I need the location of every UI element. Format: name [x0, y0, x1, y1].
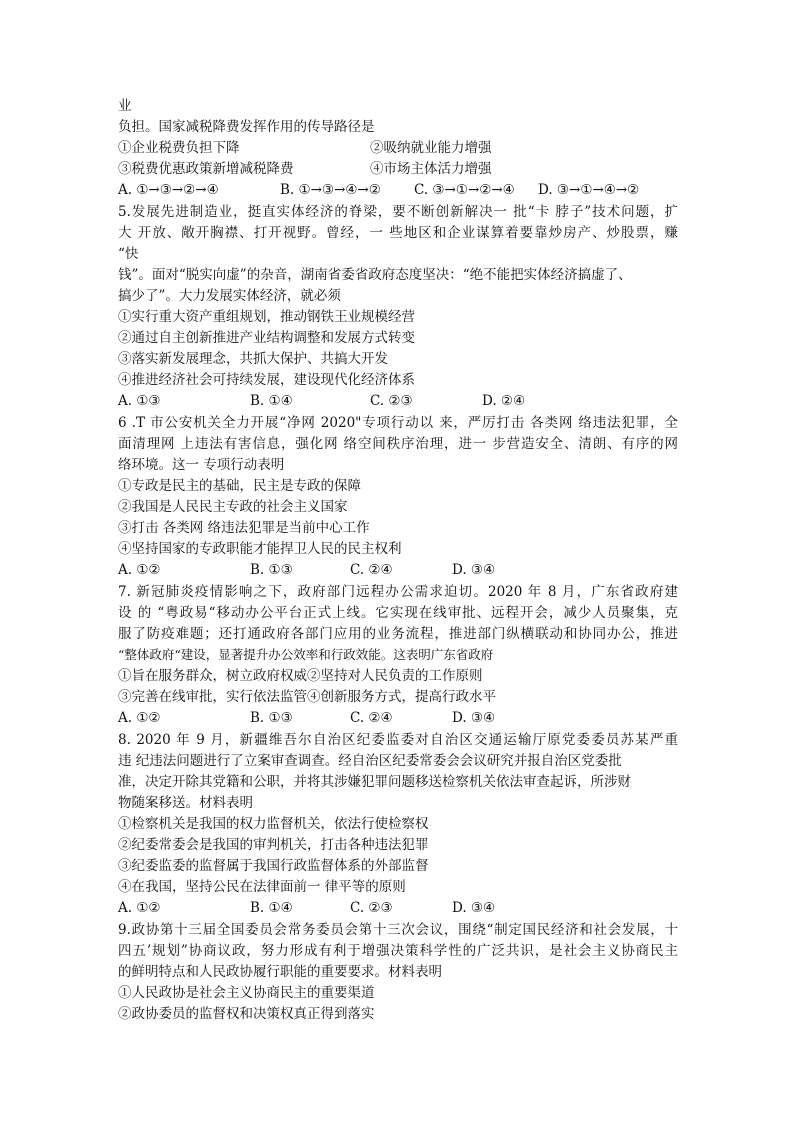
- q8-answers: [118, 898, 678, 918]
- q9-stem-line-1: 9.政协第十三届全国委员会常务委员会第十三次会议，围绕“制定国民经济和社会发展，十: [118, 922, 678, 938]
- q5-option-3: ③落实新发展理念，共抓大保护、共搞大开发: [118, 351, 388, 367]
- q7-stem-line-2: 设 的 “粤政易“移动办公平台正式上线。它实现在线审批、远程开会，减少人员聚集，克: [118, 605, 678, 621]
- q6-option-4: ④坚持国家的专政职能才能捍卫人民的民主权利: [118, 541, 402, 557]
- q5-answer-c: C. ②③: [370, 393, 413, 409]
- q6-stem-line-2: 面清理网 上违法有害信息，强化网 络空间秩序治理，进一 步营造安全、清朗、有序的网: [118, 436, 678, 452]
- q7-stem-line-3: 服了防疫难题；还打通政府各部门应用的业务流程，推进部门纵横联动和协同办公，推进: [118, 626, 678, 642]
- q7-answer-a: A. ①②: [118, 710, 161, 726]
- q7-options-1-2: ①旨在服务群众，树立政府权威②坚持对人民负责的工作原则: [118, 668, 483, 684]
- q7-answer-b: B. ①③: [250, 710, 293, 726]
- q8-answer-b: B. ①④: [250, 900, 293, 916]
- q4-options-row2: [118, 159, 678, 179]
- q6-answer-b: B. ①③: [250, 562, 293, 578]
- q6-answer-d: D. ③④: [452, 562, 496, 578]
- q5-stem-line-1: 5.发展先进制造业，挺直实体经济的脊梁，要不断创新解决一 批“卡 脖子”技术问题，扩: [118, 204, 678, 220]
- q4-options-row1: [118, 138, 678, 158]
- q5-option-2: ②通过自主创新推进产业结构调整和发展方式转变: [118, 330, 415, 346]
- q7-options-3-4: ③完善在线审批，实行依法监管④创新服务方式，提高行政水平: [118, 689, 496, 705]
- q9-stem-line-3: 的鲜明特点和人民政协履行职能的重要要求。材料表明: [118, 964, 442, 980]
- q5-answer-a: A. ①③: [118, 393, 161, 409]
- q4-fragment: 业: [118, 98, 132, 114]
- q4-stem: 负担。国家减税降费发挥作用的传导路径是: [118, 119, 375, 135]
- q6-option-3: ③打击 各类网 络违法犯罪是当前中心工作: [118, 520, 370, 536]
- q8-option-4: ④在我国，坚持公民在法律面前一 律平等的原则: [118, 879, 406, 895]
- q6-stem-line-3: 络环境。这一 专项行动表明: [118, 457, 285, 473]
- q7-stem-line-1: 7. 新冠肺炎疫情影响之下，政府部门远程办公需求迫切。2020 年 8 月，广东省政府建: [118, 584, 678, 600]
- q8-stem-line-1: 8. 2020 年 9 月，新疆维吾尔自治区纪委监委对自治区交通运输厅原党委委员苏某严重: [118, 732, 678, 748]
- q5-stem-line-3: “快: [118, 246, 139, 262]
- q4-answers: [118, 180, 678, 200]
- q4-option-4: ④市场主体活力增强: [370, 161, 492, 177]
- q8-option-2: ②纪委常委会是我国的审判机关，打击各种违法犯罪: [118, 837, 429, 853]
- q8-option-1: ①检察机关是我国的权力监督机关，依法行使检察权: [118, 816, 429, 832]
- q4-option-3: ③税费优惠政策新增减税降费: [118, 161, 294, 177]
- q8-stem-line-2: 违 纪违法问题进行了立案审查调查。经自治区纪委常委会会议研究并报自治区党委批: [118, 753, 622, 769]
- q7-answer-d: D. ③④: [452, 710, 496, 726]
- q4-answer-c: C. ③→①→②→④: [414, 182, 515, 198]
- q7-answers: [118, 708, 678, 728]
- q8-stem-line-4: 物随案移送。材料表明: [118, 795, 253, 811]
- q9-option-1: ①人民政协是社会主义协商民主的重要渠道: [118, 985, 375, 1001]
- q8-answer-c: C. ②③: [350, 900, 393, 916]
- q8-stem-line-3: 准，决定开除其党籍和公职，并将其涉嫌犯罪问题移送检察机关依法审查起诉，所涉财: [118, 774, 631, 790]
- q5-stem-line-5: 搞少了”。大力发展实体经济，就必须: [118, 288, 341, 304]
- q8-answer-d: D. ③④: [452, 900, 496, 916]
- q4-option-2: ②吸纳就业能力增强: [370, 140, 492, 156]
- q7-answer-c: C. ②④: [350, 710, 393, 726]
- q6-answer-c: C. ②④: [350, 562, 393, 578]
- q4-answer-d: D. ③→①→④→②: [538, 182, 640, 198]
- q6-option-1: ①专政是民主的基础，民主是专政的保障: [118, 478, 361, 494]
- q5-stem-line-4: 钱”。面对“脱实向虚”的杂音，湖南省委省政府态度坚决：“绝不能把实体经济搞虚了、: [118, 267, 632, 283]
- q8-option-3: ③纪委监委的监督属于我国行政监督体系的外部监督: [118, 858, 429, 874]
- q6-stem-line-1: 6 .T 市公安机关全力开展“净网 2020"专项行动以 来，严厉打击 各类网 络违法犯罪，全: [118, 415, 678, 431]
- q6-answers: [118, 560, 678, 580]
- q5-stem-line-2: 大 开放、敞开胸襟、打开视野。曾经，一 些地区和企业谋算着要靠炒房产、炒股票，赚: [118, 225, 678, 241]
- q4-option-1: ①企业税费负担下降: [118, 140, 240, 156]
- q4-answer-a: A. ①→③→②→④: [118, 182, 219, 198]
- q5-answer-d: D. ②④: [482, 393, 526, 409]
- q5-option-4: ④推进经济社会可持续发展，建设现代化经济体系: [118, 372, 415, 388]
- q9-option-2: ②政协委员的监督权和决策权真正得到落实: [118, 1006, 375, 1022]
- q7-stem-line-4: “整体政府“建设，显著提升办公效率和行政效能。这表明广东省政府: [118, 647, 494, 662]
- q5-option-1: ①实行重大资产重组规划，推动钢铁王业规模经营: [118, 309, 415, 325]
- q4-answer-b: B. ①→③→④→②: [280, 182, 381, 198]
- q9-stem-line-2: 四五’规划”协商议政，努力形成有利于增强决策科学性的广泛共识，是社会主义协商民主: [118, 943, 678, 959]
- q6-answer-a: A. ①②: [118, 562, 161, 578]
- q6-option-2: ②我国是人民民主专政的社会主义国家: [118, 499, 348, 515]
- q5-answers: [118, 391, 678, 411]
- q8-answer-a: A. ①②: [118, 900, 161, 916]
- q5-answer-b: B. ①④: [250, 393, 293, 409]
